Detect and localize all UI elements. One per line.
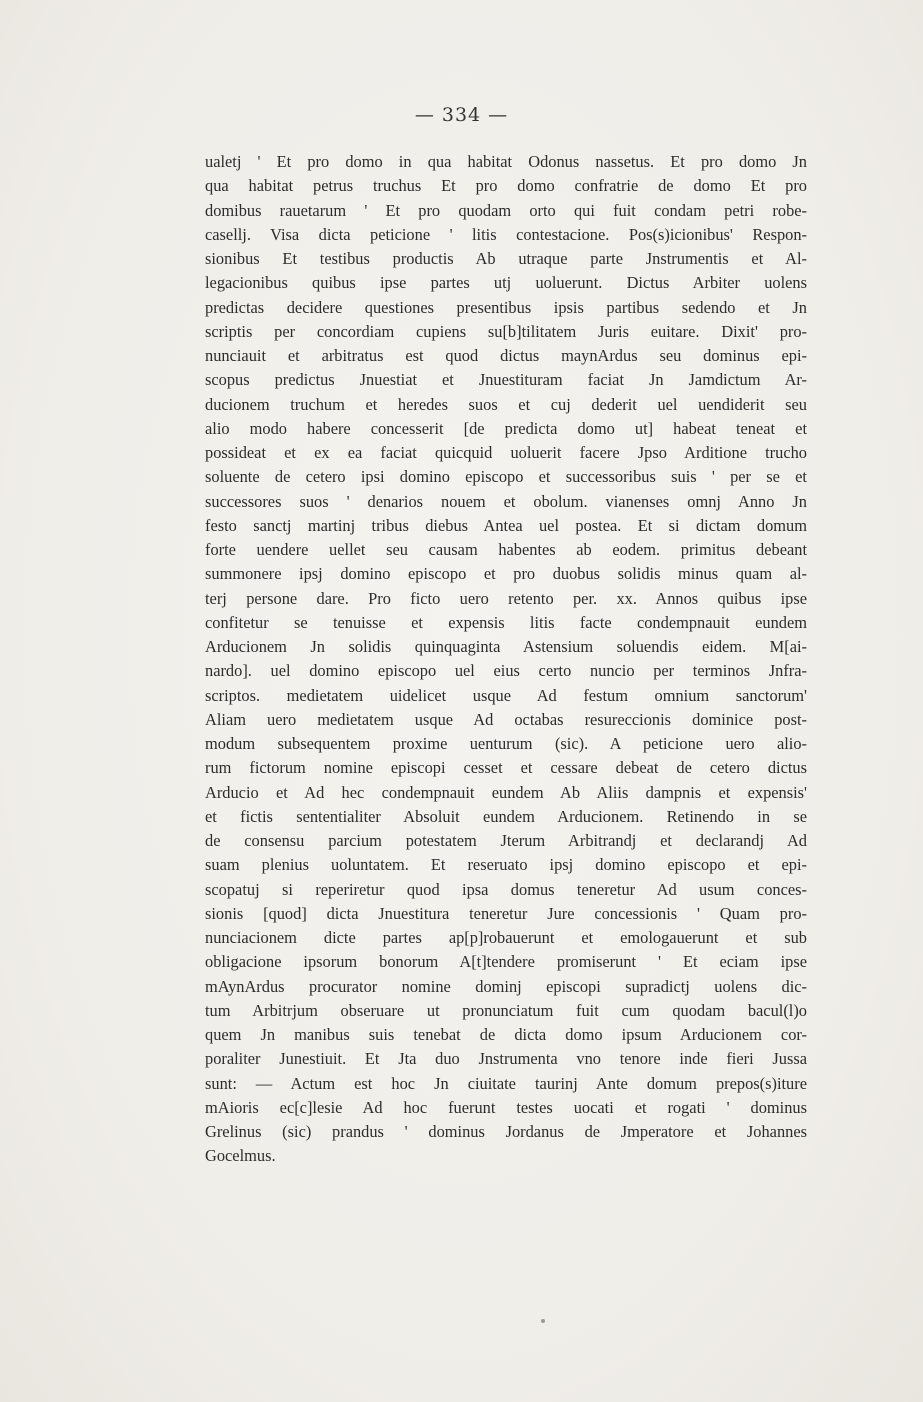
- text-line: de consensu parcium potestatem Jterum Arbitrandj et declarandj Ad: [205, 831, 807, 850]
- text-line: ualetj ' Et pro domo in qua habitat Odonus nassetus. Et pro domo Jn: [205, 152, 807, 171]
- text-line: predictas decidere questiones presentibus ipsis partibus sedendo et Jn: [205, 297, 807, 317]
- print-speck: [541, 1319, 545, 1323]
- text-line: nunciauit et arbitratus est quod dictus maynArdus seu dominus epi-: [205, 346, 807, 365]
- text-line: scopatuj si reperiretur quod ipsa domus teneretur Ad usum conces-: [205, 879, 807, 899]
- text-line: mAioris ec[c]lesie Ad hoc fuerunt testes uocati et rogati ' dominus: [205, 1097, 807, 1117]
- text-line: quem Jn manibus suis tenebat de dicta domo ipsum Arducionem cor-: [205, 1025, 807, 1044]
- text-line: ducionem truchum et heredes suos et cuj dederit uel uendiderit seu: [205, 394, 807, 414]
- text-line: nunciacionem dicte partes ap[p]robauerunt et emologauerunt et sub: [205, 928, 807, 947]
- text-line: terj persone dare. Pro ficto uero retento per. xx. Annos quibus ipse: [205, 588, 807, 608]
- text-line: confitetur se tenuisse et expensis litis facte condempnauit eundem: [205, 612, 807, 632]
- text-line: Arducionem Jn solidis quinquaginta Astensium soluendis eidem. M[ai-: [205, 637, 807, 656]
- text-line: scriptos. medietatem uidelicet usque Ad festum omnium sanctorum': [205, 685, 807, 705]
- text-line: soluente de cetero ipsi domino episcopo et successoribus suis ' per se et: [205, 467, 807, 487]
- body-text: [205, 150, 807, 1169]
- text-line: rum fictorum nomine episcopi cesset et cessare debeat de cetero dictus: [205, 758, 807, 778]
- text-line: scopus predictus Jnuestiat et Jnuestituram faciat Jn Jamdictum Ar-: [205, 370, 807, 390]
- text-line: Aliam uero medietatem usque Ad octabas resureccionis dominice post-: [205, 709, 807, 729]
- text-line: obligacione ipsorum bonorum A[t]tendere promiserunt ' Et eciam ipse: [205, 952, 807, 972]
- text-line: Gocelmus.: [205, 1146, 276, 1166]
- text-line: casellj. Visa dicta peticione ' litis contestacione. Pos(s)icionibus' Respon-: [205, 224, 807, 244]
- page-number: — 334 —: [414, 104, 509, 126]
- text-line: domibus rauetarum ' Et pro quodam orto qui fuit condam petri robe-: [205, 200, 807, 220]
- text-line: forte uendere uellet seu causam habentes ab eodem. primitus debeant: [205, 540, 807, 559]
- text-line: et fictis sententialiter Absoluit eundem Arducionem. Retinendo in se: [205, 806, 807, 826]
- text-line: suam plenius uoluntatem. Et reseruato ipsj domino episcopo et epi-: [205, 855, 807, 875]
- text-line: sionis [quod] dicta Jnuestitura teneretur Jure concessionis ' Quam pro-: [205, 903, 807, 923]
- text-line: poraliter Junestiuit. Et Jta duo Jnstrumenta vno tenore inde fieri Jussa: [205, 1049, 807, 1069]
- text-line: alio modo habere concesserit [de predicta domo ut] habeat teneat et: [205, 418, 807, 438]
- text-line: Grelinus (sic) prandus ' dominus Jordanus de Jmperatore et Johannes: [205, 1122, 807, 1141]
- text-line: legacionibus quibus ipse partes utj uoluerunt. Dictus Arbiter uolens: [205, 273, 807, 293]
- text-line: modum subsequentem proxime uenturum (sic). A peticione uero alio-: [205, 734, 807, 753]
- text-line: Arducio et Ad hec condempnauit eundem Ab Aliis dampnis et expensis': [205, 782, 807, 802]
- text-line: successores suos ' denarios nouem et obolum. vianenses omnj Anno Jn: [205, 491, 807, 511]
- text-line: qua habitat petrus truchus Et pro domo confratrie de domo Et pro: [205, 176, 807, 196]
- text-line: nardo]. uel domino episcopo uel eius certo nuncio per terminos Jnfra-: [205, 661, 807, 681]
- text-line: sunt: — Actum est hoc Jn ciuitate taurinj Ante domum prepos(s)iture: [205, 1073, 807, 1093]
- text-line: sionibus Et testibus productis Ab utraque parte Jnstrumentis et Al-: [205, 249, 807, 268]
- text-line: tum Arbitrjum obseruare ut pronunciatum fuit cum quodam bacul(l)o: [205, 1000, 807, 1020]
- text-line: festo sanctj martinj tribus diebus Antea uel postea. Et si dictam domum: [205, 515, 807, 535]
- text-line: possideat et ex ea faciat quicquid uoluerit facere Jpso Arditione trucho: [205, 443, 807, 462]
- text-line: scriptis per concordiam cupiens su[b]tilitatem Juris euitare. Dixit' pro-: [205, 321, 807, 341]
- text-line: summonere ipsj domino episcopo et pro duobus solidis minus quam al-: [205, 564, 807, 584]
- text-line: mAynArdus procurator nomine dominj episcopi supradictj uolens dic-: [205, 976, 807, 996]
